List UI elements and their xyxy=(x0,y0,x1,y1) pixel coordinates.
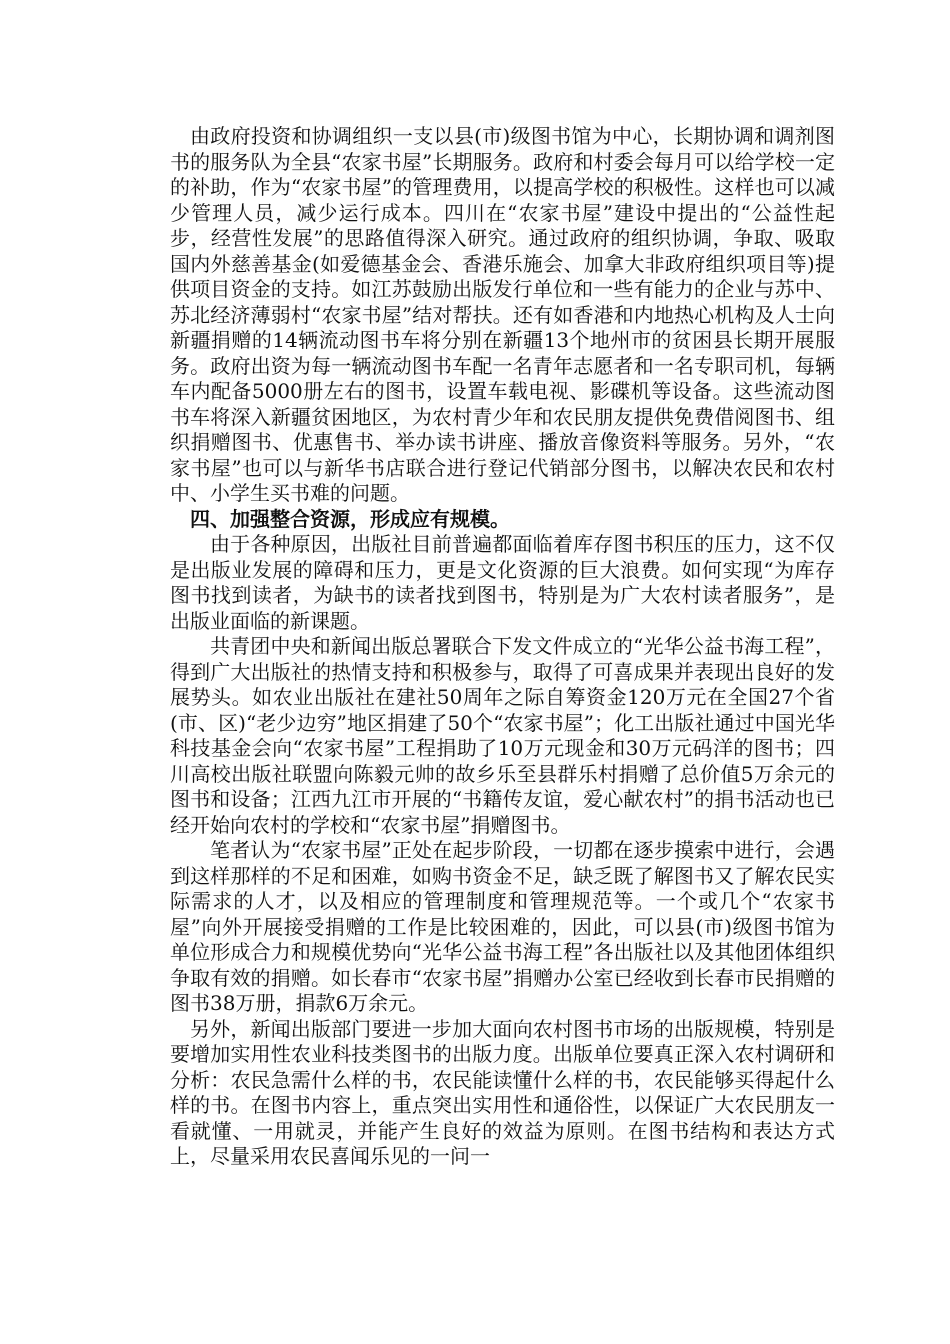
paragraph-publishing-scale: 另外，新闻出版部门要进一步加大面向农村图书市场的出版规模，特别是要增加实用性农业科技类图书的出版力度。出版单位要真正深入农村调研和分析：农民急需什么样的书，农民能读懂什么样的书，农民能够买得起什么样的书。在图书内容上，重点突出实用性和通俗性，以保证广大农民朋友一看就懂、一用就灵，并能产生良好的效益为原则。在图书结构和表达方式上，尽量采用农民喜闻乐见的一问一 xyxy=(170,1016,835,1168)
section-heading: 四、加强整合资源，形成应有规模。 xyxy=(190,506,510,531)
body-text xyxy=(170,124,835,1170)
paragraph-guanghua: 共青团中央和新闻出版总署联合下发文件成立的“光华公益书海工程”，得到广大出版社的热情支持和积极参与，取得了可喜成果并表现出良好的发展势头。如农业出版社在建社50周年之际自筹资金120万元在全国27个省(市、区)“老少边穷”地区捐建了50个“农家书屋”；化工出版社通过中国光华科技基金会向“农家书屋”工程捐助了10万元现金和30万元码洋的图书；四川高校出版社联盟向陈毅元帅的故乡乐至县群乐村捐赠了总价值5万余元的图书和设备；江西九江市开展的“书籍传友谊，爱心献农村”的捐书活动也已经开始向农村的学校和“农家书屋”捐赠图书。 xyxy=(170,634,835,837)
paragraph-funding: 由政府投资和协调组织一支以县(市)级图书馆为中心，长期协调和调剂图书的服务队为全县“农家书屋”长期服务。政府和村委会每月可以给学校一定的补助，作为“农家书屋”的管理费用，以提高学校的积极性。这样也可以减少管理人员，减少运行成本。四川在“农家书屋”建设中提出的“公益性起步，经营性发展”的思路值得深入研究。通过政府的组织协调，争取、吸取国内外慈善基金(如爱德基金会、香港乐施会、加拿大非政府组织项目等)提供项目资金的支持。如江苏鼓励出版发行单位和一些有能力的企业与苏中、苏北经济薄弱村“农家书屋”结对帮扶。还有如香港和内地热心机构及人士向新疆捐赠的14辆流动图书车将分别在新疆13个地州市的贫困县长期开展服务。政府出资为每一辆流动图书车配一名青年志愿者和一名专职司机，每辆车内配备5000册左右的图书，设置车载电视、影碟机等设备。这些流动图书车将深入新疆贫困地区，为农村青少年和农民朋友提供免费借阅图书、组织捐赠图书、优惠售书、举办读书讲座、播放音像资料等服务。另外，“农家书屋”也可以与新华书店联合进行登记代销部分图书，以解决农民和农村中、小学生买书难的问题。 xyxy=(170,124,835,505)
paragraph-inventory: 由于各种原因，出版社目前普遍都面临着库存图书积压的压力，这不仅是出版业发展的障碍和压力，更是文化资源的巨大浪费。如何实现“为库存图书找到读者，为缺书的读者找到图书，特别是为广大农村读者服务”，是出版业面临的新课题。 xyxy=(170,532,835,633)
paragraph-author-view: 笔者认为“农家书屋”正处在起步阶段，一切都在逐步摸索中进行，会遇到这样那样的不足和困难，如购书资金不足，缺乏既了解图书又了解农民实际需求的人才，以及相应的管理制度和管理规范等。一个或几个“农家书屋”向外开展接受捐赠的工作是比较困难的，因此，可以县(市)级图书馆为单位形成合力和规模优势向“光华公益书海工程”各出版社以及其他团体组织争取有效的捐赠。如长春市“农家书屋”捐赠办公室已经收到长春市民捐赠的图书38万册，捐款6万余元。 xyxy=(170,838,835,1015)
